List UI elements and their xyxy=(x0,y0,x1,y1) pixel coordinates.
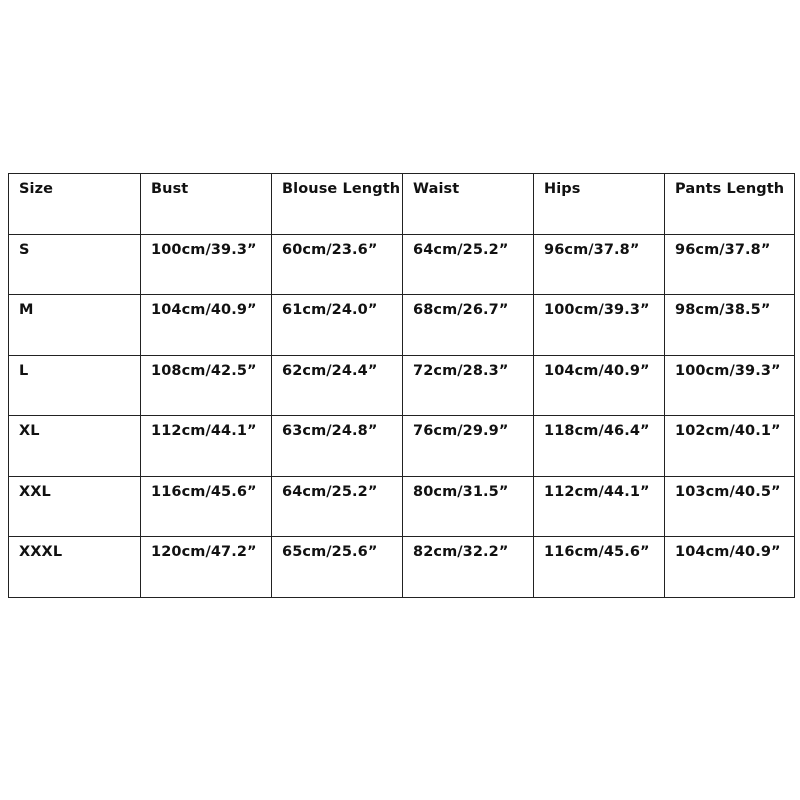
cell-bust: 112cm/44.1” xyxy=(141,416,272,477)
cell-blouse-length: 63cm/24.8” xyxy=(272,416,403,477)
cell-waist: 76cm/29.9” xyxy=(403,416,534,477)
table-row xyxy=(9,295,795,356)
table-row xyxy=(9,476,795,537)
table-row xyxy=(9,355,795,416)
cell-pants-length: 103cm/40.5” xyxy=(665,476,795,537)
cell-pants-length: 102cm/40.1” xyxy=(665,416,795,477)
cell-blouse-length: 62cm/24.4” xyxy=(272,355,403,416)
table-header-row xyxy=(9,174,795,235)
cell-waist: 82cm/32.2” xyxy=(403,537,534,598)
cell-size: L xyxy=(9,355,141,416)
cell-bust: 100cm/39.3” xyxy=(141,234,272,295)
size-chart-table xyxy=(8,173,795,598)
cell-hips: 104cm/40.9” xyxy=(534,355,665,416)
cell-waist: 68cm/26.7” xyxy=(403,295,534,356)
cell-waist: 64cm/25.2” xyxy=(403,234,534,295)
cell-size: XL xyxy=(9,416,141,477)
cell-bust: 120cm/47.2” xyxy=(141,537,272,598)
cell-hips: 112cm/44.1” xyxy=(534,476,665,537)
cell-waist: 80cm/31.5” xyxy=(403,476,534,537)
cell-hips: 118cm/46.4” xyxy=(534,416,665,477)
cell-size: M xyxy=(9,295,141,356)
cell-pants-length: 104cm/40.9” xyxy=(665,537,795,598)
cell-waist: 72cm/28.3” xyxy=(403,355,534,416)
cell-pants-length: 100cm/39.3” xyxy=(665,355,795,416)
header-hips: Hips xyxy=(534,174,665,235)
header-waist: Waist xyxy=(403,174,534,235)
cell-blouse-length: 64cm/25.2” xyxy=(272,476,403,537)
cell-pants-length: 96cm/37.8” xyxy=(665,234,795,295)
cell-hips: 96cm/37.8” xyxy=(534,234,665,295)
cell-bust: 108cm/42.5” xyxy=(141,355,272,416)
cell-blouse-length: 60cm/23.6” xyxy=(272,234,403,295)
cell-bust: 116cm/45.6” xyxy=(141,476,272,537)
header-blouse-length: Blouse Length xyxy=(272,174,403,235)
cell-size: XXXL xyxy=(9,537,141,598)
table-row xyxy=(9,537,795,598)
cell-pants-length: 98cm/38.5” xyxy=(665,295,795,356)
header-size: Size xyxy=(9,174,141,235)
cell-size: XXL xyxy=(9,476,141,537)
cell-blouse-length: 65cm/25.6” xyxy=(272,537,403,598)
cell-size: S xyxy=(9,234,141,295)
header-pants-length: Pants Length xyxy=(665,174,795,235)
table-row xyxy=(9,234,795,295)
cell-hips: 100cm/39.3” xyxy=(534,295,665,356)
table-row xyxy=(9,416,795,477)
cell-blouse-length: 61cm/24.0” xyxy=(272,295,403,356)
cell-bust: 104cm/40.9” xyxy=(141,295,272,356)
header-bust: Bust xyxy=(141,174,272,235)
cell-hips: 116cm/45.6” xyxy=(534,537,665,598)
